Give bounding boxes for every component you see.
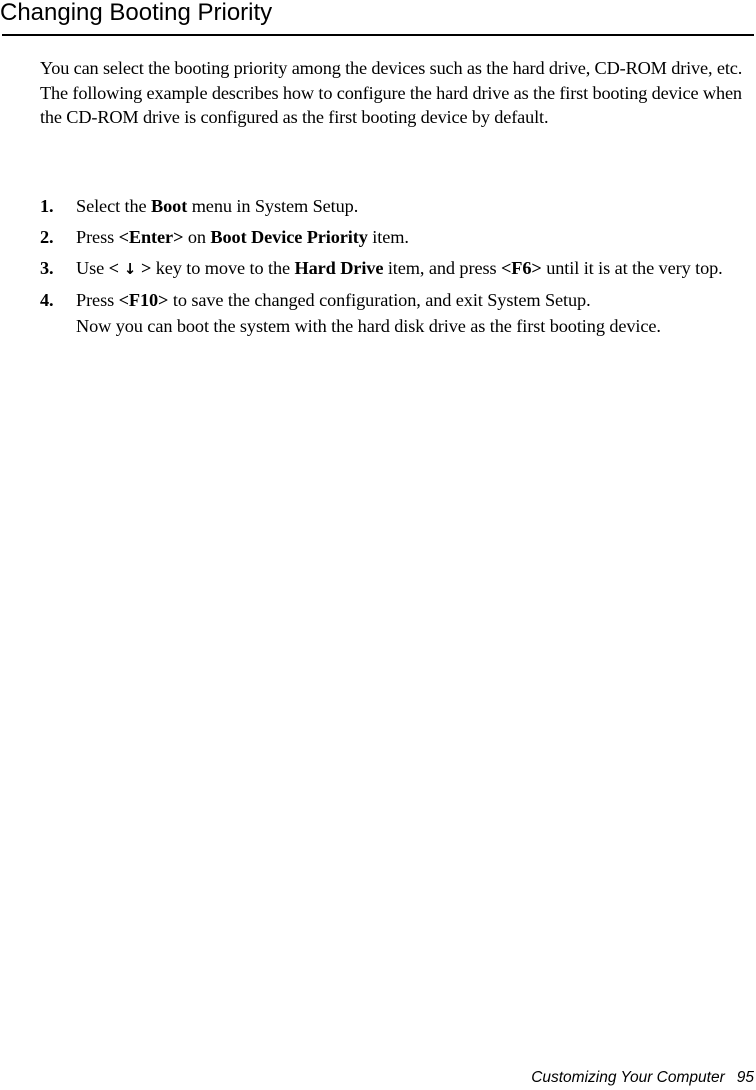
step-text-part: on	[183, 227, 211, 247]
step-text	[76, 255, 756, 282]
step-note: Now you can boot the system with the hard disk drive as the first booting device.	[76, 316, 661, 336]
steps-list	[40, 193, 756, 344]
key-name: <F6>	[500, 258, 542, 278]
key-name: <F10>	[118, 290, 169, 310]
step-2	[40, 224, 756, 250]
title-rule	[2, 34, 754, 36]
step-text-part: Press	[76, 290, 119, 310]
footer-section-title: Customizing Your Computer	[531, 1069, 725, 1086]
step-number: 3.	[40, 258, 54, 278]
page-title: Changing Booting Priority	[0, 0, 273, 26]
step-4	[40, 287, 756, 339]
item-name: Boot Device Priority	[210, 227, 368, 247]
step-text	[76, 224, 756, 250]
step-text-part: item.	[367, 227, 409, 247]
step-number: 4.	[40, 290, 54, 310]
step-number: 2.	[40, 227, 54, 247]
page-number: 95	[736, 1069, 754, 1086]
step-text-part: until it is at the very top.	[541, 258, 723, 278]
step-text	[76, 287, 756, 313]
step-text-part: item, and press	[383, 258, 501, 278]
key-name: <Enter>	[118, 227, 184, 247]
down-arrow-icon: ↓	[123, 260, 137, 278]
step-text-part: Select the	[76, 196, 152, 216]
step-1	[40, 193, 756, 219]
intro-paragraph: You can select the booting priority among the devices such as the hard drive, CD-ROM drive, etc. The following example describes how to configure the hard drive as the first booting device when the CD-ROM drive is configured as the first booting device by default.	[40, 58, 743, 127]
step-3	[40, 255, 756, 282]
step-text-part: menu in System Setup.	[187, 196, 359, 216]
key-bracket-close: >	[140, 258, 152, 278]
step-text-part: Use	[76, 258, 109, 278]
item-name: Hard Drive	[294, 258, 384, 278]
menu-name: Boot	[151, 196, 188, 216]
key-bracket-open: <	[108, 258, 119, 278]
step-text-part: Press	[76, 227, 119, 247]
step-number: 1.	[40, 196, 54, 216]
step-text-part: to save the changed configuration, and exit System Setup.	[168, 290, 591, 310]
step-text	[76, 193, 756, 219]
step-text-part: key to move to the	[151, 258, 295, 278]
page-footer	[531, 1068, 754, 1088]
